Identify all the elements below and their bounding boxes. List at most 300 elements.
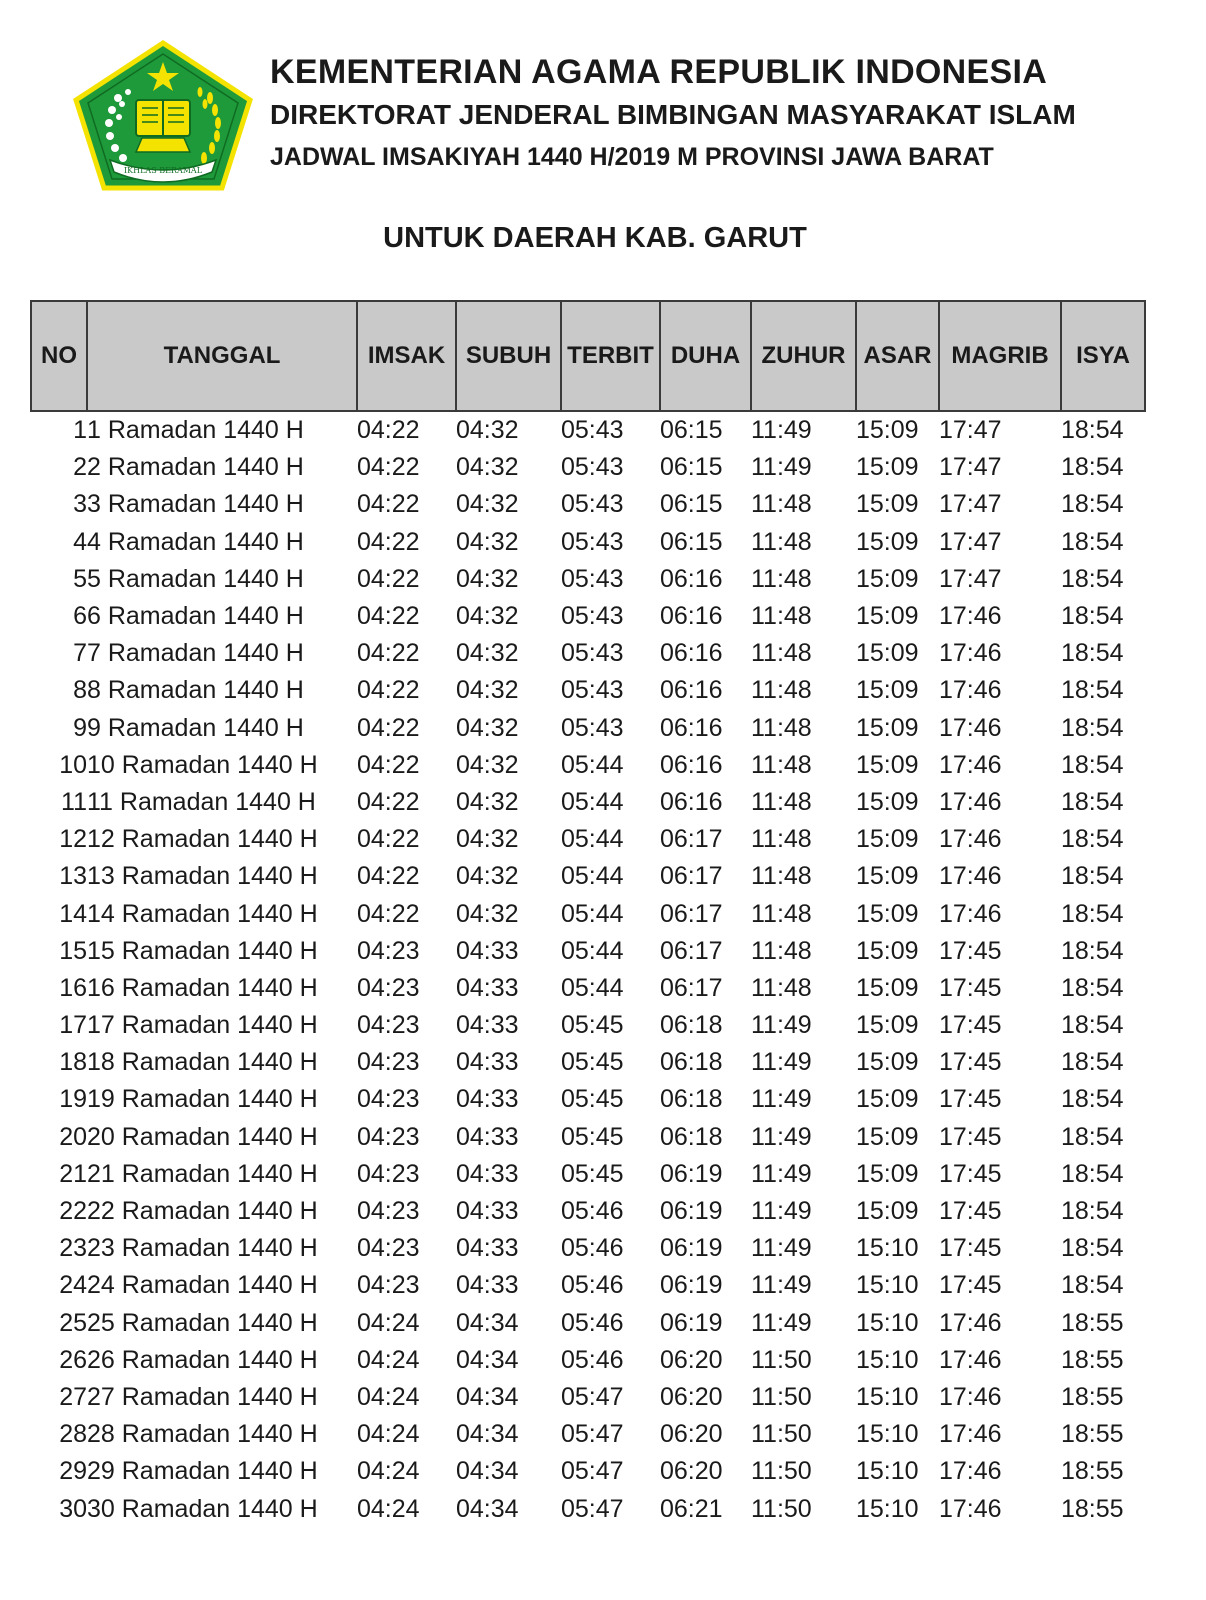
table-row	[31, 486, 1145, 523]
terbit-cell: 05:46	[561, 1308, 624, 1337]
isya-cell: 18:54	[1061, 1159, 1124, 1188]
imsak-cell: 04:22	[357, 602, 420, 631]
subuh-cell: 04:32	[456, 639, 519, 668]
duha-cell: 06:16	[660, 713, 723, 742]
isya-cell: 18:55	[1061, 1308, 1124, 1337]
magrib-cell: 17:46	[939, 639, 1002, 668]
zuhur-cell: 11:48	[751, 713, 812, 742]
imsak-cell: 04:22	[357, 676, 420, 705]
magrib-cell: 17:46	[939, 1345, 1002, 1374]
zuhur-cell: 11:48	[751, 564, 812, 593]
table-row	[31, 895, 1145, 932]
imsak-cell: 04:23	[357, 1271, 420, 1300]
table-row	[31, 1342, 1145, 1379]
date-cell: 7 Ramadan 1440 H	[87, 639, 304, 668]
isya-cell: 18:54	[1061, 527, 1124, 556]
terbit-cell: 05:47	[561, 1420, 624, 1449]
date-cell: 26 Ramadan 1440 H	[87, 1345, 318, 1374]
date-cell: 30 Ramadan 1440 H	[87, 1494, 318, 1523]
magrib-cell: 17:45	[939, 1159, 1002, 1188]
column-header: NO	[31, 301, 87, 411]
row-number: 23	[59, 1234, 87, 1263]
table-row	[31, 1379, 1145, 1416]
subuh-cell: 04:33	[456, 936, 519, 965]
isya-cell: 18:54	[1061, 1271, 1124, 1300]
isya-cell: 18:54	[1061, 713, 1124, 742]
zuhur-cell: 11:48	[751, 639, 812, 668]
duha-cell: 06:18	[660, 1122, 723, 1151]
zuhur-cell: 11:49	[751, 1159, 812, 1188]
imsak-cell: 04:23	[357, 973, 420, 1002]
kemenag-logo-icon	[72, 40, 254, 192]
table-row	[31, 598, 1145, 635]
magrib-cell: 17:45	[939, 1011, 1002, 1040]
isya-cell: 18:54	[1061, 1085, 1124, 1114]
imsak-cell: 04:22	[357, 453, 420, 482]
duha-cell: 06:16	[660, 564, 723, 593]
terbit-cell: 05:46	[561, 1197, 624, 1226]
date-cell: 14 Ramadan 1440 H	[87, 899, 318, 928]
column-header: TANGGAL	[87, 301, 357, 411]
date-cell: 23 Ramadan 1440 H	[87, 1234, 318, 1263]
subuh-cell: 04:32	[456, 825, 519, 854]
title-block	[270, 50, 1076, 178]
asar-cell: 15:09	[856, 1122, 919, 1151]
subuh-cell: 04:33	[456, 1197, 519, 1226]
asar-cell: 15:09	[856, 676, 919, 705]
magrib-cell: 17:45	[939, 1271, 1002, 1300]
row-number: 21	[59, 1159, 87, 1188]
row-number: 8	[73, 676, 87, 705]
subuh-cell: 04:34	[456, 1382, 519, 1411]
terbit-cell: 05:43	[561, 713, 624, 742]
magrib-cell: 17:46	[939, 1420, 1002, 1449]
zuhur-cell: 11:50	[751, 1382, 812, 1411]
column-header: IMSAK	[357, 301, 456, 411]
magrib-cell: 17:46	[939, 787, 1002, 816]
column-header: ISYA	[1061, 301, 1145, 411]
date-cell: 1 Ramadan 1440 H	[87, 416, 304, 445]
imsak-cell: 04:23	[357, 936, 420, 965]
duha-cell: 06:19	[660, 1308, 723, 1337]
asar-cell: 15:10	[856, 1420, 919, 1449]
imsak-cell: 04:22	[357, 787, 420, 816]
subuh-cell: 04:33	[456, 1085, 519, 1114]
table-row	[31, 449, 1145, 486]
column-header: ASAR	[856, 301, 939, 411]
duha-cell: 06:15	[660, 527, 723, 556]
terbit-cell: 05:47	[561, 1382, 624, 1411]
isya-cell: 18:54	[1061, 899, 1124, 928]
asar-cell: 15:09	[856, 453, 919, 482]
duha-cell: 06:20	[660, 1382, 723, 1411]
terbit-cell: 05:43	[561, 602, 624, 631]
duha-cell: 06:19	[660, 1159, 723, 1188]
asar-cell: 15:09	[856, 825, 919, 854]
imsak-cell: 04:24	[357, 1457, 420, 1486]
imsak-cell: 04:23	[357, 1159, 420, 1188]
date-cell: 25 Ramadan 1440 H	[87, 1308, 318, 1337]
zuhur-cell: 11:48	[751, 602, 812, 631]
date-cell: 13 Ramadan 1440 H	[87, 862, 318, 891]
row-number: 28	[59, 1420, 87, 1449]
imsak-cell: 04:22	[357, 862, 420, 891]
terbit-cell: 05:45	[561, 1159, 624, 1188]
table-row	[31, 710, 1145, 747]
duha-cell: 06:15	[660, 416, 723, 445]
zuhur-cell: 11:48	[751, 787, 812, 816]
terbit-cell: 05:46	[561, 1345, 624, 1374]
row-number: 2	[73, 453, 87, 482]
duha-cell: 06:15	[660, 490, 723, 519]
region-title: UNTUK DAERAH KAB. GARUT	[383, 222, 807, 254]
subuh-cell: 04:32	[456, 787, 519, 816]
row-number: 20	[59, 1122, 87, 1151]
subuh-cell: 04:32	[456, 490, 519, 519]
row-number: 10	[59, 750, 87, 779]
zuhur-cell: 11:48	[751, 527, 812, 556]
asar-cell: 15:09	[856, 602, 919, 631]
imsak-cell: 04:23	[357, 1197, 420, 1226]
duha-cell: 06:21	[660, 1494, 723, 1523]
date-cell: 18 Ramadan 1440 H	[87, 1048, 318, 1077]
zuhur-cell: 11:48	[751, 899, 812, 928]
imsak-cell: 04:24	[357, 1382, 420, 1411]
date-cell: 2 Ramadan 1440 H	[87, 453, 304, 482]
zuhur-cell: 11:48	[751, 676, 812, 705]
date-cell: 4 Ramadan 1440 H	[87, 527, 304, 556]
row-number: 13	[59, 862, 87, 891]
zuhur-cell: 11:48	[751, 862, 812, 891]
date-cell: 12 Ramadan 1440 H	[87, 825, 318, 854]
duha-cell: 06:18	[660, 1011, 723, 1040]
imsakiyah-table	[30, 300, 1146, 1528]
duha-cell: 06:17	[660, 973, 723, 1002]
asar-cell: 15:09	[856, 936, 919, 965]
row-number: 18	[59, 1048, 87, 1077]
date-cell: 27 Ramadan 1440 H	[87, 1382, 318, 1411]
date-cell: 10 Ramadan 1440 H	[87, 750, 318, 779]
row-number: 4	[73, 527, 87, 556]
isya-cell: 18:54	[1061, 936, 1124, 965]
row-number: 9	[73, 713, 87, 742]
table-header-row	[31, 301, 1145, 411]
zuhur-cell: 11:49	[751, 1234, 812, 1263]
magrib-cell: 17:46	[939, 1457, 1002, 1486]
imsak-cell: 04:23	[357, 1048, 420, 1077]
magrib-cell: 17:46	[939, 1494, 1002, 1523]
column-header: MAGRIB	[939, 301, 1061, 411]
directorate-title: DIREKTORAT JENDERAL BIMBINGAN MASYARAKAT ISLAM	[270, 99, 1076, 130]
terbit-cell: 05:43	[561, 490, 624, 519]
asar-cell: 15:09	[856, 713, 919, 742]
date-cell: 15 Ramadan 1440 H	[87, 936, 318, 965]
isya-cell: 18:54	[1061, 1197, 1124, 1226]
duha-cell: 06:20	[660, 1420, 723, 1449]
terbit-cell: 05:43	[561, 564, 624, 593]
subuh-cell: 04:33	[456, 1048, 519, 1077]
subuh-cell: 04:32	[456, 713, 519, 742]
terbit-cell: 05:47	[561, 1457, 624, 1486]
zuhur-cell: 11:49	[751, 1308, 812, 1337]
isya-cell: 18:54	[1061, 602, 1124, 631]
imsak-cell: 04:23	[357, 1122, 420, 1151]
asar-cell: 15:09	[856, 490, 919, 519]
subuh-cell: 04:32	[456, 453, 519, 482]
isya-cell: 18:55	[1061, 1345, 1124, 1374]
table-row	[31, 1044, 1145, 1081]
logo-motto: IKHLAS BERAMAL	[123, 166, 203, 175]
column-header: DUHA	[660, 301, 751, 411]
row-number: 22	[59, 1197, 87, 1226]
asar-cell: 15:09	[856, 787, 919, 816]
terbit-cell: 05:46	[561, 1234, 624, 1263]
zuhur-cell: 11:49	[751, 1048, 812, 1077]
table-row	[31, 1267, 1145, 1304]
terbit-cell: 05:43	[561, 676, 624, 705]
asar-cell: 15:10	[856, 1494, 919, 1523]
table-row	[31, 821, 1145, 858]
table-row	[31, 1193, 1145, 1230]
imsak-cell: 04:22	[357, 416, 420, 445]
row-number: 7	[73, 639, 87, 668]
isya-cell: 18:54	[1061, 750, 1124, 779]
imsak-cell: 04:22	[357, 750, 420, 779]
imsak-cell: 04:22	[357, 639, 420, 668]
asar-cell: 15:09	[856, 527, 919, 556]
isya-cell: 18:54	[1061, 1234, 1124, 1263]
magrib-cell: 17:46	[939, 713, 1002, 742]
asar-cell: 15:09	[856, 973, 919, 1002]
isya-cell: 18:54	[1061, 862, 1124, 891]
terbit-cell: 05:43	[561, 639, 624, 668]
date-cell: 29 Ramadan 1440 H	[87, 1457, 318, 1486]
subuh-cell: 04:32	[456, 750, 519, 779]
magrib-cell: 17:46	[939, 1308, 1002, 1337]
row-number: 24	[59, 1271, 87, 1300]
duha-cell: 06:19	[660, 1234, 723, 1263]
asar-cell: 15:09	[856, 564, 919, 593]
subuh-cell: 04:33	[456, 973, 519, 1002]
isya-cell: 18:54	[1061, 787, 1124, 816]
zuhur-cell: 11:50	[751, 1457, 812, 1486]
imsak-cell: 04:22	[357, 713, 420, 742]
duha-cell: 06:15	[660, 453, 723, 482]
asar-cell: 15:09	[856, 416, 919, 445]
asar-cell: 15:10	[856, 1271, 919, 1300]
subuh-cell: 04:32	[456, 899, 519, 928]
row-number: 12	[59, 825, 87, 854]
table-row	[31, 784, 1145, 821]
row-number: 17	[59, 1011, 87, 1040]
date-cell: 28 Ramadan 1440 H	[87, 1420, 318, 1449]
date-cell: 11 Ramadan 1440 H	[87, 787, 316, 816]
column-header: SUBUH	[456, 301, 561, 411]
subuh-cell: 04:32	[456, 527, 519, 556]
zuhur-cell: 11:48	[751, 973, 812, 1002]
isya-cell: 18:54	[1061, 416, 1124, 445]
asar-cell: 15:09	[856, 1159, 919, 1188]
subuh-cell: 04:34	[456, 1420, 519, 1449]
isya-cell: 18:54	[1061, 1048, 1124, 1077]
asar-cell: 15:09	[856, 862, 919, 891]
isya-cell: 18:54	[1061, 973, 1124, 1002]
magrib-cell: 17:46	[939, 899, 1002, 928]
table-row	[31, 411, 1145, 449]
imsak-cell: 04:24	[357, 1494, 420, 1523]
subuh-cell: 04:33	[456, 1159, 519, 1188]
subuh-cell: 04:34	[456, 1494, 519, 1523]
table-row	[31, 1156, 1145, 1193]
zuhur-cell: 11:49	[751, 1122, 812, 1151]
isya-cell: 18:54	[1061, 564, 1124, 593]
subuh-cell: 04:34	[456, 1345, 519, 1374]
terbit-cell: 05:44	[561, 936, 624, 965]
magrib-cell: 17:45	[939, 973, 1002, 1002]
magrib-cell: 17:45	[939, 1197, 1002, 1226]
row-number: 5	[73, 564, 87, 593]
imsak-cell: 04:23	[357, 1085, 420, 1114]
terbit-cell: 05:43	[561, 527, 624, 556]
isya-cell: 18:54	[1061, 1122, 1124, 1151]
row-number: 6	[73, 602, 87, 631]
terbit-cell: 05:44	[561, 899, 624, 928]
imsak-cell: 04:22	[357, 899, 420, 928]
subuh-cell: 04:33	[456, 1122, 519, 1151]
magrib-cell: 17:47	[939, 416, 1002, 445]
subuh-cell: 04:34	[456, 1457, 519, 1486]
magrib-cell: 17:47	[939, 490, 1002, 519]
magrib-cell: 17:45	[939, 1122, 1002, 1151]
date-cell: 21 Ramadan 1440 H	[87, 1159, 318, 1188]
magrib-cell: 17:47	[939, 453, 1002, 482]
row-number: 15	[59, 936, 87, 965]
terbit-cell: 05:44	[561, 750, 624, 779]
isya-cell: 18:54	[1061, 1011, 1124, 1040]
terbit-cell: 05:45	[561, 1122, 624, 1151]
asar-cell: 15:10	[856, 1234, 919, 1263]
terbit-cell: 05:43	[561, 453, 624, 482]
table-row	[31, 933, 1145, 970]
duha-cell: 06:17	[660, 825, 723, 854]
zuhur-cell: 11:49	[751, 1085, 812, 1114]
terbit-cell: 05:45	[561, 1085, 624, 1114]
asar-cell: 15:09	[856, 1048, 919, 1077]
row-number: 30	[59, 1494, 87, 1523]
zuhur-cell: 11:48	[751, 825, 812, 854]
subuh-cell: 04:34	[456, 1308, 519, 1337]
terbit-cell: 05:43	[561, 416, 624, 445]
zuhur-cell: 11:49	[751, 1197, 812, 1226]
table-row	[31, 1119, 1145, 1156]
imsak-cell: 04:22	[357, 490, 420, 519]
terbit-cell: 05:44	[561, 862, 624, 891]
subuh-cell: 04:32	[456, 564, 519, 593]
zuhur-cell: 11:50	[751, 1494, 812, 1523]
zuhur-cell: 11:49	[751, 416, 812, 445]
table-row	[31, 524, 1145, 561]
ministry-title: KEMENTERIAN AGAMA REPUBLIK INDONESIA	[270, 53, 1048, 91]
table-row	[31, 1230, 1145, 1267]
zuhur-cell: 11:49	[751, 1271, 812, 1300]
table-row	[31, 858, 1145, 895]
subuh-cell: 04:32	[456, 416, 519, 445]
magrib-cell: 17:47	[939, 564, 1002, 593]
duha-cell: 06:19	[660, 1271, 723, 1300]
table-row	[31, 1453, 1145, 1490]
asar-cell: 15:09	[856, 899, 919, 928]
schedule-title: JADWAL IMSAKIYAH 1440 H/2019 M PROVINSI JAWA BARAT	[270, 143, 994, 171]
duha-cell: 06:16	[660, 602, 723, 631]
subuh-cell: 04:32	[456, 676, 519, 705]
magrib-cell: 17:46	[939, 862, 1002, 891]
terbit-cell: 05:45	[561, 1011, 624, 1040]
imsak-cell: 04:23	[357, 1234, 420, 1263]
magrib-cell: 17:46	[939, 676, 1002, 705]
isya-cell: 18:54	[1061, 490, 1124, 519]
row-number: 14	[59, 899, 87, 928]
isya-cell: 18:54	[1061, 676, 1124, 705]
zuhur-cell: 11:48	[751, 750, 812, 779]
table-body	[31, 411, 1145, 1528]
date-cell: 5 Ramadan 1440 H	[87, 564, 304, 593]
isya-cell: 18:55	[1061, 1420, 1124, 1449]
imsak-cell: 04:23	[357, 1011, 420, 1040]
row-number: 16	[59, 973, 87, 1002]
asar-cell: 15:09	[856, 750, 919, 779]
magrib-cell: 17:45	[939, 1234, 1002, 1263]
isya-cell: 18:55	[1061, 1382, 1124, 1411]
duha-cell: 06:16	[660, 787, 723, 816]
asar-cell: 15:10	[856, 1345, 919, 1374]
imsak-cell: 04:22	[357, 564, 420, 593]
date-cell: 20 Ramadan 1440 H	[87, 1122, 318, 1151]
magrib-cell: 17:45	[939, 936, 1002, 965]
duha-cell: 06:17	[660, 862, 723, 891]
imsak-cell: 04:22	[357, 527, 420, 556]
duha-cell: 06:17	[660, 936, 723, 965]
duha-cell: 06:17	[660, 899, 723, 928]
duha-cell: 06:20	[660, 1345, 723, 1374]
date-cell: 22 Ramadan 1440 H	[87, 1197, 318, 1226]
subuh-cell: 04:33	[456, 1234, 519, 1263]
row-number: 27	[59, 1382, 87, 1411]
table-row	[31, 1416, 1145, 1453]
table-row	[31, 747, 1145, 784]
isya-cell: 18:54	[1061, 639, 1124, 668]
row-number: 26	[59, 1345, 87, 1374]
duha-cell: 06:16	[660, 639, 723, 668]
table-row	[31, 1305, 1145, 1342]
terbit-cell: 05:45	[561, 1048, 624, 1077]
asar-cell: 15:09	[856, 1011, 919, 1040]
asar-cell: 15:10	[856, 1308, 919, 1337]
zuhur-cell: 11:48	[751, 936, 812, 965]
terbit-cell: 05:44	[561, 825, 624, 854]
subuh-cell: 04:33	[456, 1011, 519, 1040]
date-cell: 3 Ramadan 1440 H	[87, 490, 304, 519]
imsak-cell: 04:24	[357, 1308, 420, 1337]
column-header: TERBIT	[561, 301, 660, 411]
duha-cell: 06:16	[660, 676, 723, 705]
magrib-cell: 17:47	[939, 527, 1002, 556]
document-header	[0, 0, 1206, 300]
date-cell: 8 Ramadan 1440 H	[87, 676, 304, 705]
terbit-cell: 05:46	[561, 1271, 624, 1300]
magrib-cell: 17:45	[939, 1085, 1002, 1114]
date-cell: 24 Ramadan 1440 H	[87, 1271, 318, 1300]
date-cell: 9 Ramadan 1440 H	[87, 713, 304, 742]
